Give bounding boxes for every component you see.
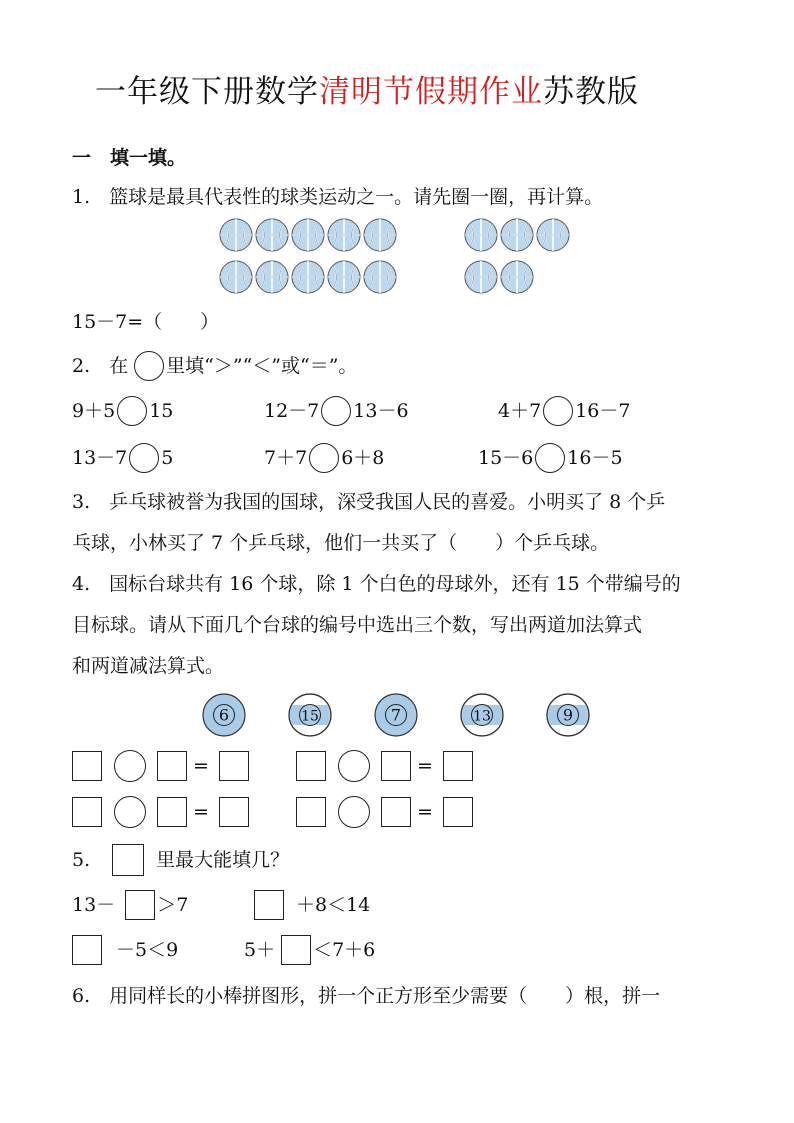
billiard-ball-icon [461, 694, 503, 736]
equals-sign: = [417, 801, 433, 823]
basketball-icon [465, 219, 497, 251]
inequality-right: ＋8＜14 [296, 894, 371, 916]
inequality-left: 5＋ [244, 939, 276, 961]
answer-circle[interactable] [134, 351, 164, 381]
basketball-icon [501, 219, 533, 251]
compare-circle[interactable] [543, 396, 573, 426]
inequality-item [72, 934, 178, 966]
compare-circle[interactable] [117, 396, 147, 426]
billiard-balls [200, 691, 610, 741]
answer-box[interactable] [219, 797, 249, 827]
answer-box[interactable] [125, 890, 155, 920]
compare-item [72, 443, 173, 473]
inequality-right: ＞7 [157, 894, 189, 916]
compare-right: 5 [161, 447, 174, 469]
title-highlight: 清明节假期作业 [319, 74, 543, 110]
basketball-icon [292, 219, 324, 251]
answer-box[interactable] [443, 797, 473, 827]
basketball-icon [465, 261, 497, 293]
inequality-right: －5＜9 [116, 939, 179, 961]
answer-box[interactable] [443, 751, 473, 781]
equation-row [296, 796, 473, 828]
question-1-text: 1. 篮球是最具代表性的球类运动之一。请先圈一圈，再计算。 [72, 186, 604, 208]
basketball-icon [501, 261, 533, 293]
basketball-icon [292, 261, 324, 293]
billiard-ball-icon [289, 694, 331, 736]
compare-circle[interactable] [129, 443, 159, 473]
inequality-item [254, 889, 370, 921]
compare-item [264, 443, 384, 473]
equation-row [296, 750, 473, 782]
question-6-text: 6. 用同样长的小棒拼图形，拼一个正方形至少需要（ ）根，拼一 [72, 985, 661, 1007]
compare-item [264, 396, 409, 426]
operator-circle[interactable] [338, 750, 370, 782]
compare-left: 12－7 [264, 400, 320, 422]
question-3-line-2: 乓球，小林买了 7 个乒乓球，他们一共买了（ ）个乒乓球。 [72, 532, 610, 554]
billiard-ball-icon [547, 694, 589, 736]
compare-item [498, 396, 630, 426]
inequality-item [72, 889, 188, 921]
answer-box[interactable] [296, 797, 326, 827]
title-part-2: 苏教版 [543, 74, 639, 110]
billiard-ball-number: 6 [218, 705, 230, 725]
basketball-icon [256, 261, 288, 293]
question-5-text [72, 844, 289, 876]
answer-box[interactable] [112, 844, 144, 876]
billiard-ball-icon [203, 694, 245, 736]
operator-circle[interactable] [114, 750, 146, 782]
compare-circle[interactable] [535, 443, 565, 473]
basketball-icon [328, 261, 360, 293]
compare-item [72, 396, 173, 426]
question-4-line-3: 和两道减法算式。 [72, 655, 225, 677]
compare-right: 16－7 [575, 400, 631, 422]
basketball-icon [364, 261, 396, 293]
basketball-icon [256, 219, 288, 251]
basketball-icon [220, 261, 252, 293]
compare-left: 13－7 [72, 447, 128, 469]
answer-box[interactable] [281, 935, 311, 965]
answer-box[interactable] [381, 751, 411, 781]
compare-circle[interactable] [321, 396, 351, 426]
question-2-num: 2. 在 [72, 355, 129, 377]
operator-circle[interactable] [114, 796, 146, 828]
answer-box[interactable] [381, 797, 411, 827]
billiard-ball-number: 15 [301, 708, 319, 725]
compare-left: 4＋7 [498, 400, 542, 422]
answer-box[interactable] [296, 751, 326, 781]
billiard-ball-number: 7 [390, 705, 402, 725]
operator-circle[interactable] [338, 796, 370, 828]
question-2-text [72, 351, 357, 381]
basketball-icon [220, 219, 252, 251]
equals-sign: = [417, 755, 433, 777]
billiard-ball-icon [375, 694, 417, 736]
equation-row [72, 796, 249, 828]
billiard-ball-number: 13 [473, 708, 491, 725]
title-part-1: 一年级下册数学 [95, 74, 319, 110]
answer-box[interactable] [157, 751, 187, 781]
compare-left: 9＋5 [72, 400, 116, 422]
answer-box[interactable] [72, 751, 102, 781]
compare-right: 6＋8 [341, 447, 385, 469]
compare-right: 16－5 [567, 447, 623, 469]
billiard-ball-number: 9 [562, 705, 574, 725]
question-2-instruction: 里填“＞”“＜”或“＝”。 [166, 355, 358, 377]
inequality-item [244, 934, 375, 966]
compare-right: 13－6 [353, 400, 409, 422]
inequality-right: ＜7＋6 [313, 939, 376, 961]
compare-circle[interactable] [309, 443, 339, 473]
compare-left: 7＋7 [264, 447, 308, 469]
compare-right: 15 [149, 400, 174, 422]
equation-row [72, 750, 249, 782]
answer-box[interactable] [219, 751, 249, 781]
basketball-icon [364, 219, 396, 251]
basketball-icon [328, 219, 360, 251]
inequality-left: 13－ [72, 894, 116, 916]
equals-sign: = [193, 801, 209, 823]
question-3-line-1: 3. 乒乓球被誉为我国的国球，深受我国人民的喜爱。小明买了 8 个乒 [72, 491, 666, 513]
answer-box[interactable] [254, 890, 284, 920]
answer-box[interactable] [72, 935, 102, 965]
section-heading: 一 填一填。 [72, 147, 187, 169]
basketball-group [218, 214, 578, 298]
question-5-instruction: 里最大能填几？ [156, 849, 290, 871]
basketball-row-1 [220, 219, 569, 251]
question-1-equation: 15－7=（ ） [72, 311, 220, 333]
compare-item [478, 443, 623, 473]
question-4-line-2: 目标球。请从下面几个台球的编号中选出三个数，写出两道加法算式 [72, 614, 643, 636]
basketball-icon [537, 219, 569, 251]
equals-sign: = [193, 755, 209, 777]
basketball-row-2 [220, 261, 533, 293]
question-5-num: 5. [72, 849, 91, 871]
page-title [95, 72, 639, 112]
question-4-line-1: 4. 国标台球共有 16 个球，除 1 个白色的母球外，还有 15 个带编号的 [72, 573, 681, 595]
answer-box[interactable] [72, 797, 102, 827]
answer-box[interactable] [157, 797, 187, 827]
compare-left: 15－6 [478, 447, 534, 469]
